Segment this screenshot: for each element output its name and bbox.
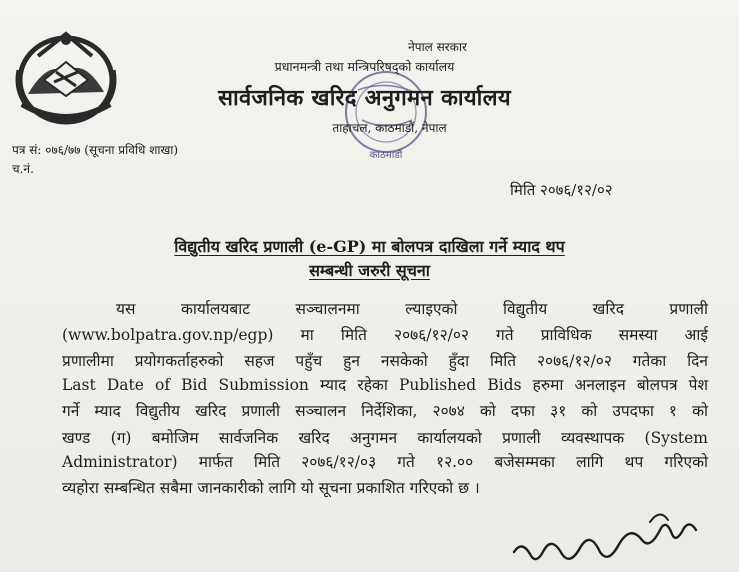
signature-icon [500,500,739,572]
nepal-emblem-icon [8,20,120,130]
office-name: सार्वजनिक खरिद अनुगमन कार्यालय [218,85,511,111]
notice-title-line-2: सम्बन्धी जरुरी सूचना [309,261,430,280]
notice-line-7: Administrator) मार्फत मिति २०७६/१२/०३ गते १२.०० बजेसम्मका लागि थप गरिएको [62,453,708,471]
ministry-name: प्रधानमन्त्री तथा मन्त्रिपरिषद्को कार्यालय [274,59,455,74]
notice-line-3: प्रणालीमा प्रयोगकर्ताहरुको सहज पहुँच हुन नसकेको हुँदा मिति २०७६/१२/०२ गतेका दिन [62,352,708,370]
office-address: ताहाचल, काठमाडौं, नेपाल [332,121,447,135]
notice-line-1: यस कार्यालयबाट सञ्चालनमा ल्याइएको विद्युतीय खरिद प्रणाली [116,300,708,318]
notice-line-5: गर्ने म्याद विद्युतीय खरिद प्रणाली सञ्चालन निर्देशिका, २०७४ को दफा ३१ को उपदफा १ को [62,402,708,420]
dispatch-number: च.नं. [12,162,34,176]
government-name: नेपाल सरकार [408,40,467,54]
notice-title [0,235,739,257]
notice-subtitle [0,259,739,281]
letter-date: मिति २०७६/१२/०२ [510,181,613,199]
notice-line-4: Last Date of Bid Submission म्याद रहेका Published Bids हरुमा अनलाइन बोलपत्र पेश [62,376,708,394]
notice-line-2: (www.bolpatra.gov.np/egp) मा मिति २०७६/१२/०२ गते प्राविधिक समस्या आई [62,326,708,344]
stamp-text: काठमाडौं [369,150,403,160]
reference-number: पत्र सं: ०७६/७७ (सूचना प्रविधि शाखा) [12,143,179,157]
notice-line-6: खण्ड (ग) बमोजिम सार्वजनिक खरिद अनुगमन कार्यालयको प्रणाली व्यवस्थापक (System [62,429,708,447]
notice-title-line-1: विद्युतीय खरिद प्रणाली (e-GP) मा बोलपत्र दाखिला गर्ने म्याद थप [174,237,565,256]
notice-line-8: व्यहोरा सम्बन्धित सबैमा जानकारीको लागि यो सूचना प्रकाशित गरिएको छ । [62,479,480,497]
